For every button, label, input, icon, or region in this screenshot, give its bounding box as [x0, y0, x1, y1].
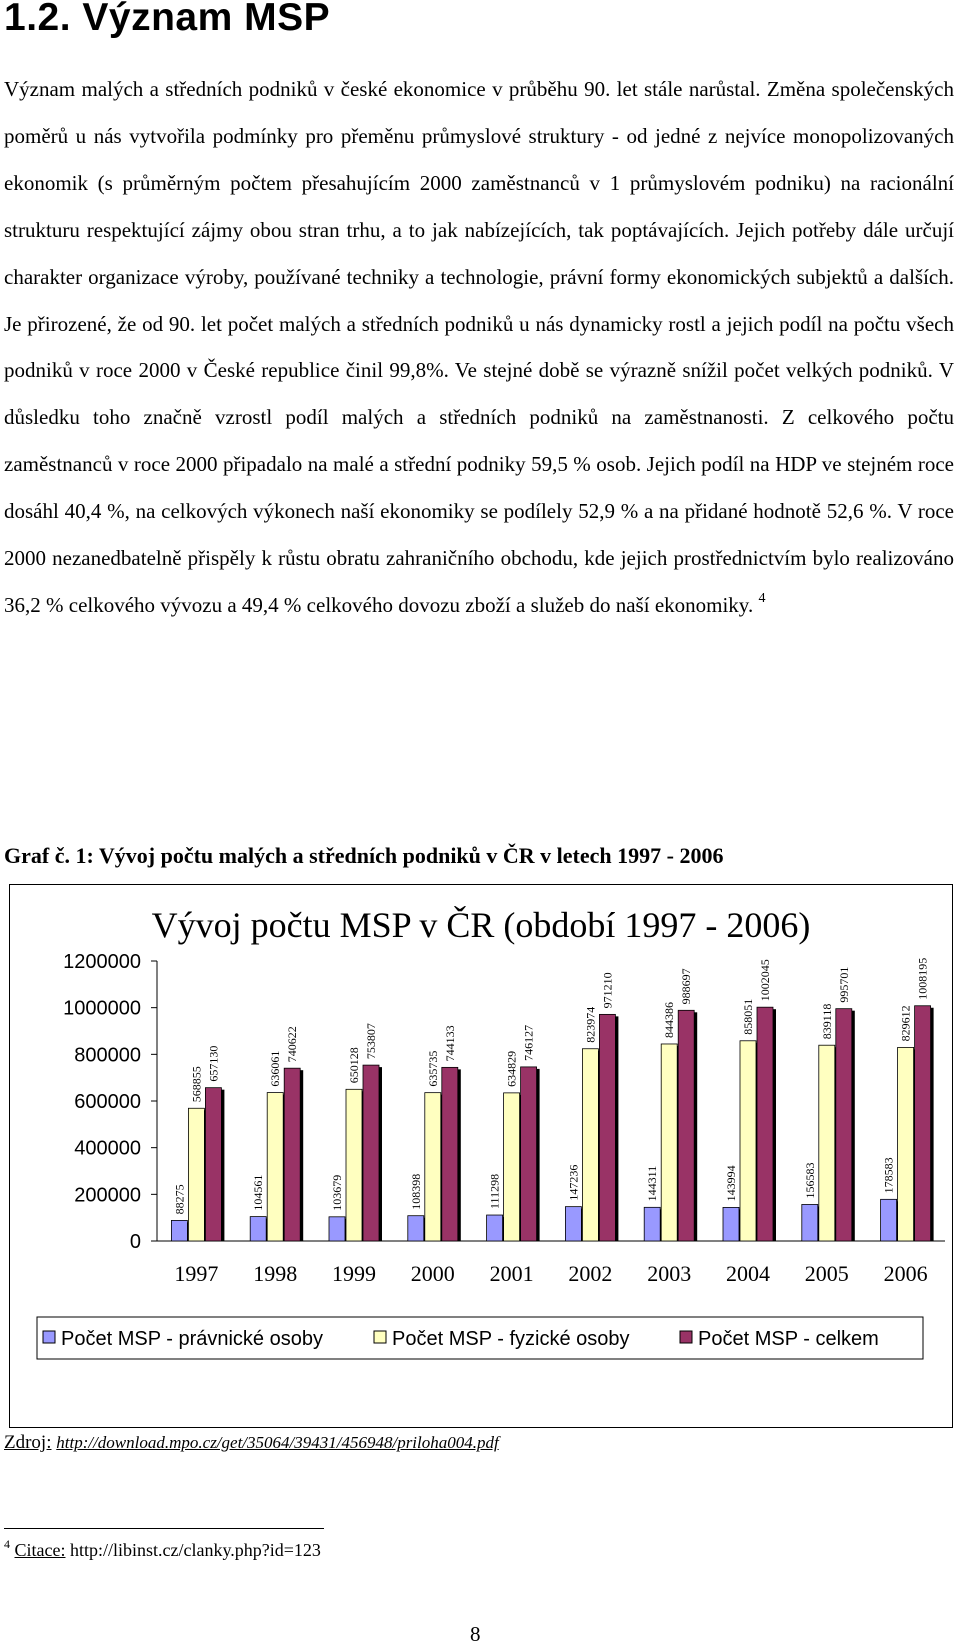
bar-2	[504, 1093, 520, 1241]
data-label: 839118	[819, 1003, 834, 1040]
data-label: 88275	[172, 1184, 187, 1215]
bar-1	[487, 1215, 503, 1241]
footnote-link[interactable]: http://libinst.cz/clanky.php?id=123	[69, 1540, 321, 1560]
data-label: 103679	[330, 1174, 344, 1211]
bar-2	[898, 1047, 914, 1241]
data-label: 971210	[600, 972, 615, 1009]
legend-swatch-3	[680, 1331, 692, 1343]
footnote	[4, 1537, 321, 1561]
data-label: 995701	[836, 966, 851, 1003]
source-link[interactable]: http://download.mpo.cz/get/35064/39431/456948/priloha004.pdf	[56, 1433, 499, 1452]
footnote-number: 4	[4, 1537, 10, 1551]
x-tick-label: 1997	[174, 1261, 219, 1286]
bar-3	[915, 1006, 931, 1241]
x-tick-label: 2002	[568, 1261, 613, 1286]
bar-1	[171, 1220, 187, 1241]
page-number: 8	[470, 1622, 481, 1646]
bar-3	[757, 1007, 773, 1241]
x-tick-label: 1999	[332, 1261, 376, 1286]
y-tick-label: 400000	[74, 1137, 141, 1160]
data-label: 143994	[724, 1165, 738, 1202]
x-tick-label: 1998	[253, 1261, 298, 1286]
data-label: 635735	[425, 1050, 440, 1087]
data-label: 634829	[504, 1050, 519, 1087]
bar-2	[188, 1108, 204, 1241]
y-tick-label: 1000000	[63, 997, 141, 1020]
x-tick-label: 2003	[647, 1261, 692, 1286]
data-label: 144311	[645, 1165, 660, 1202]
chart-container	[9, 884, 953, 1428]
footnote-reference[interactable]: 4	[758, 590, 766, 606]
y-tick-label: 1200000	[63, 951, 141, 973]
data-label: 1008195	[915, 957, 930, 1000]
bar-1	[408, 1216, 424, 1241]
data-label: 108398	[408, 1173, 423, 1210]
bar-3	[836, 1009, 852, 1241]
bar-3	[363, 1065, 379, 1241]
data-label: 858051	[741, 998, 755, 1035]
bar-3	[521, 1067, 537, 1241]
bar-chart	[10, 885, 952, 1427]
x-tick-label: 2000	[410, 1261, 455, 1286]
data-label: 988697	[679, 968, 694, 1005]
bar-1	[565, 1207, 581, 1241]
legend-label-2: Počet MSP - fyzické osoby	[392, 1328, 630, 1350]
bar-1	[802, 1204, 818, 1241]
data-label: 636061	[268, 1050, 283, 1087]
source-line	[4, 1432, 499, 1454]
bar-3	[599, 1014, 615, 1241]
y-tick-label: 600000	[74, 1091, 141, 1113]
x-tick-label: 2005	[804, 1261, 849, 1286]
y-tick-label: 800000	[74, 1044, 141, 1067]
data-label: 104561	[251, 1174, 266, 1211]
y-tick-label: 200000	[74, 1184, 141, 1207]
bar-2	[661, 1044, 677, 1241]
x-tick-label: 2004	[726, 1261, 770, 1286]
bar-1	[881, 1199, 897, 1241]
data-label: 657130	[206, 1045, 221, 1082]
data-label: 823974	[583, 1006, 598, 1043]
data-label: 111298	[487, 1173, 502, 1210]
bar-2	[819, 1045, 835, 1241]
figure-caption: Graf č. 1: Vývoj počtu malých a středních podniků v ČR v letech 1997 - 2006	[4, 843, 724, 868]
data-label: 568855	[189, 1066, 204, 1103]
section-heading: 1.2. Význam MSP	[4, 0, 331, 39]
bar-3	[442, 1067, 458, 1241]
data-label: 156583	[802, 1162, 817, 1199]
bar-1	[723, 1207, 739, 1241]
legend-swatch-1	[43, 1331, 55, 1343]
bar-2	[740, 1041, 756, 1241]
data-label: 740622	[285, 1026, 300, 1063]
x-tick-label: 2001	[489, 1261, 534, 1286]
legend-label-3: Počet MSP - celkem	[698, 1328, 879, 1350]
data-label: 746127	[521, 1024, 536, 1061]
x-tick-label: 2006	[883, 1261, 928, 1286]
data-label: 844386	[662, 1001, 677, 1038]
y-tick-label: 0	[129, 1231, 141, 1253]
footnote-label: Citace:	[14, 1540, 66, 1560]
bar-1	[329, 1217, 345, 1241]
data-label: 1002045	[758, 959, 772, 1002]
bar-2	[267, 1093, 283, 1241]
data-label: 650128	[347, 1047, 361, 1084]
footnote-divider	[4, 1528, 324, 1529]
legend-swatch-2	[374, 1331, 386, 1343]
data-label: 147236	[566, 1164, 581, 1201]
legend-label-1: Počet MSP - právnické osoby	[61, 1328, 323, 1350]
data-label: 829612	[898, 1005, 913, 1042]
data-label: 753807	[364, 1023, 378, 1060]
body-paragraph	[4, 66, 954, 629]
bar-1	[644, 1207, 660, 1241]
bar-1	[250, 1217, 266, 1241]
bar-2	[425, 1093, 441, 1241]
data-label: 178583	[881, 1157, 896, 1194]
bar-2	[582, 1049, 598, 1241]
bar-3	[205, 1088, 221, 1241]
bar-2	[346, 1089, 362, 1241]
chart-title: Vývoj počtu MSP v ČR (období 1997 - 2006)	[151, 905, 811, 945]
data-label: 744133	[442, 1025, 457, 1062]
source-label: Zdroj:	[4, 1432, 52, 1453]
bar-3	[678, 1010, 694, 1241]
bar-3	[284, 1068, 300, 1241]
paragraph-text: Význam malých a středních podniků v české ekonomice v průběhu 90. let stále narůstal. Změna společenských poměrů u nás vytvořila podmínky pro přeměnu průmyslové struktury - od jedné z nejvíce monopolizovaných ekonomik (s průměrným počtem přesahujícím 2000 zaměstnanců v 1 průmyslovém podniku) na racionální strukturu respektující zájmy obou stran trhu, a to jak nabízejících, tak poptávajících. Jejich potřeby dále určují charakter organizace výroby, používané techniky a technologie, právní formy ekonomických subjektů a dalších. Je přirozené, že od 90. let počet malých a středních podniků u nás dynamicky rostl a jejich podíl na počtu všech podniků v roce 2000 v České republice činil 99,8%. Ve stejné době se výrazně snížil počet velkých podniků. V důsledku toho značně vzrostl podíl malých a středních podniků na zaměstnanosti. Z celkového počtu zaměstnanců v roce 2000 připadalo na malé a střední podniky 59,5 % osob. Jejich podíl na HDP ve stejném roce dosáhl 40,4 %, na celkových výkonech naší ekonomiky se podílely 52,9 % a na přidané hodnotě 52,6 %. V roce 2000 nezanedbatelně přispěly k růstu obratu zahraničního obchodu, kde jejich prostřednictvím bylo realizováno 36,2 % celkového vývozu a 49,4 % celkového dovozu zboží a služeb do naší ekonomiky.	[4, 77, 954, 617]
